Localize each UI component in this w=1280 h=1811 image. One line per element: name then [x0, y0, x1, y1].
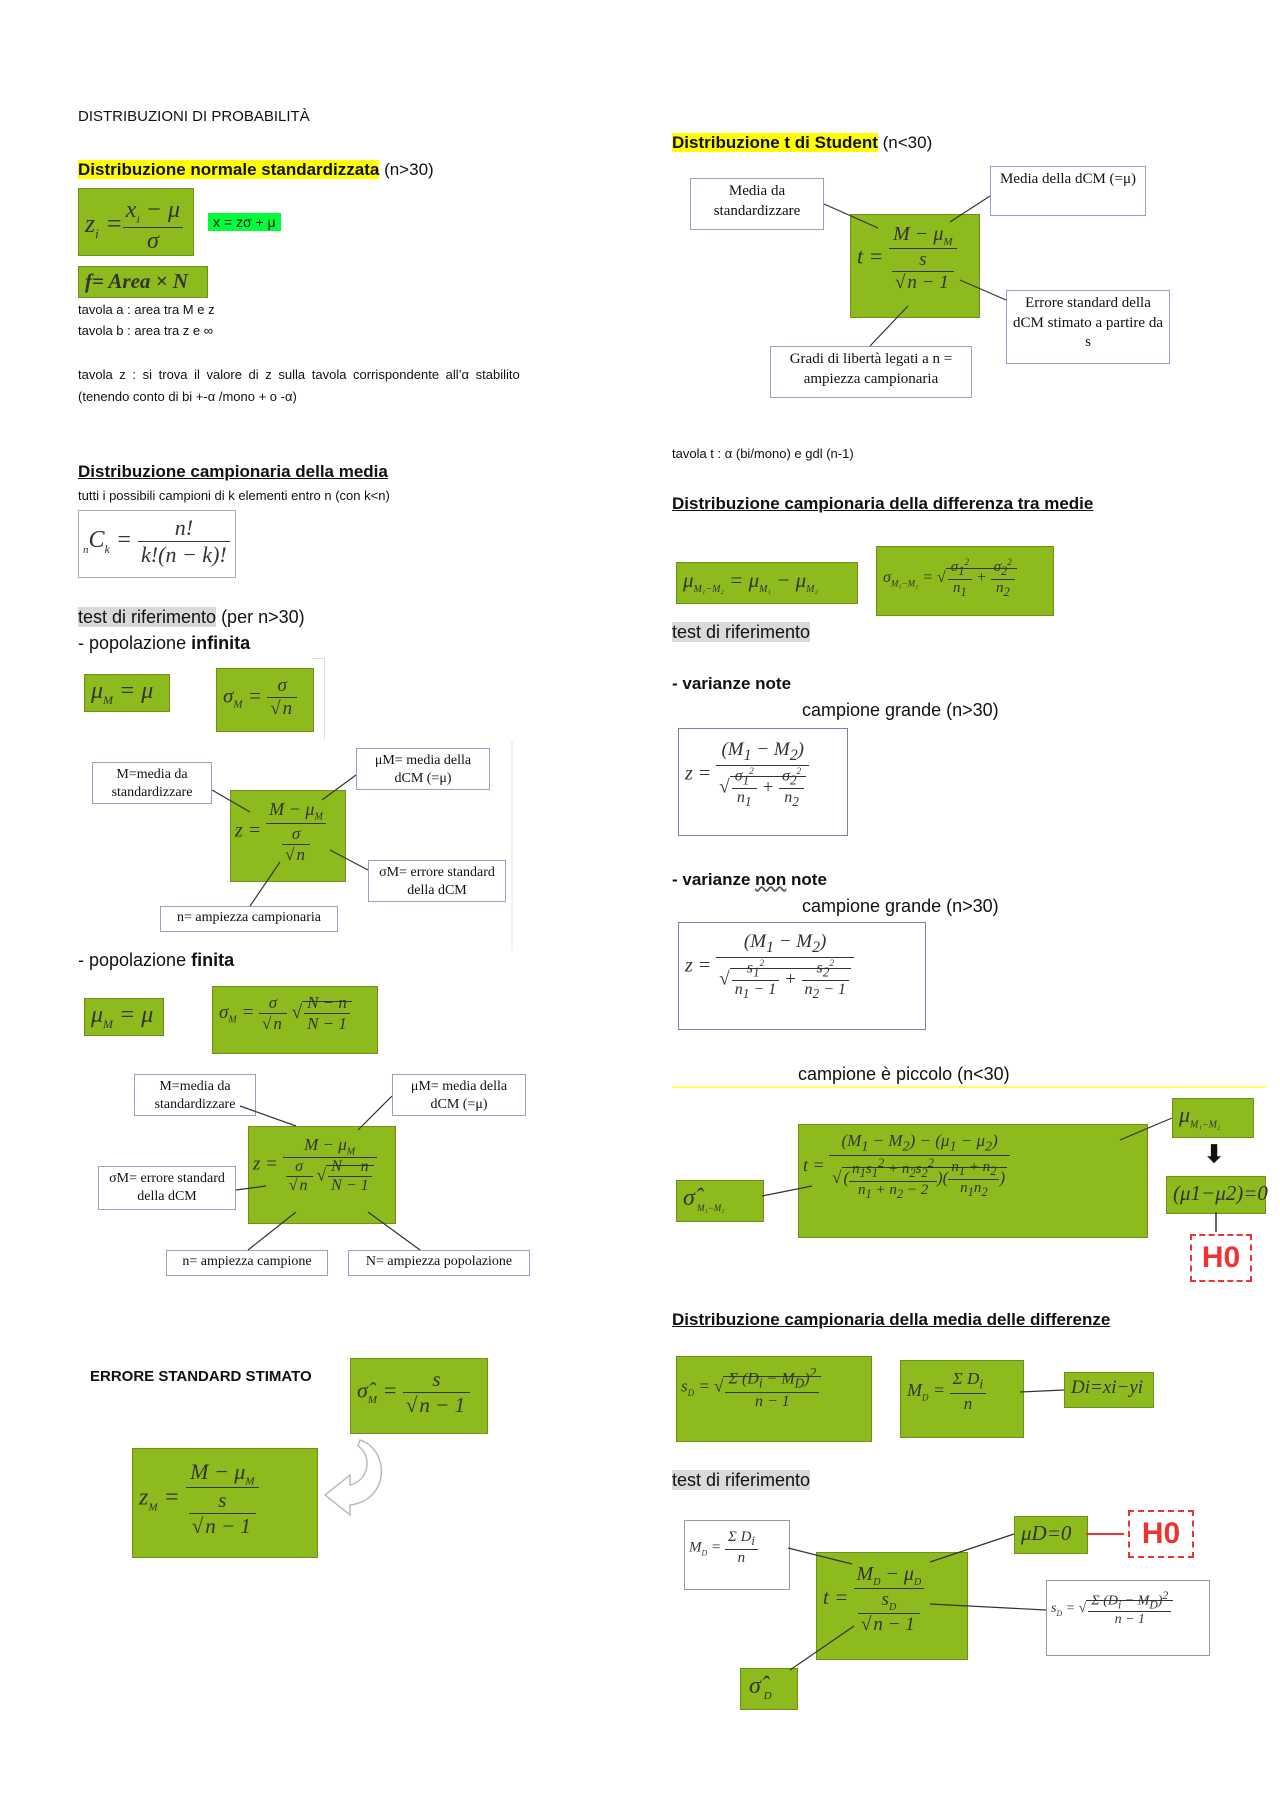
varianze-non-suffix: note	[786, 870, 827, 889]
diffmedie-test-heading	[672, 1470, 810, 1491]
varianze-note: - varianze note	[672, 674, 792, 693]
varianze-non-word: non	[755, 870, 787, 889]
diff-test-label: test di riferimento	[672, 622, 811, 642]
tavola-t: tavola t : α (bi/mono) e gdl (n-1)	[672, 446, 854, 461]
normal-cond: (n>30)	[379, 160, 434, 179]
sigma-hat-box: $\sigmâ_M$ = $\frac{s}{√n - 1}$	[350, 1358, 488, 1434]
z-test-finite-box: z = $M - \mu_M$ $\frac{\sigma}{√ n}$ √ $\frac{N - n}{N - 1}$	[248, 1126, 396, 1224]
m-d-box: $M_D$ = $\frac{\Sigma D_i}{n}$	[900, 1360, 1024, 1438]
media-test-heading	[78, 607, 305, 628]
di-formula: Di=xi−yi	[1071, 1377, 1144, 1398]
diffmedie-test-label: test di riferimento	[672, 1470, 811, 1490]
s-d-ref-formula: $s_D$ = √ $\frac{\Sigma (D_i - M_D)^2}{n - 1}$	[1046, 1580, 1210, 1656]
mu-d-zero-box	[1014, 1516, 1088, 1554]
di-formula-box	[1064, 1372, 1154, 1408]
divider	[312, 658, 325, 739]
f-formula-box	[78, 266, 208, 298]
s-d-box: $s_D$ = √ $\frac{\Sigma (D_i - M_D)^2}{n - 1}$	[676, 1356, 872, 1442]
mu-m1-m2-box: $\mu_{M_1-M_2}$	[1172, 1098, 1254, 1138]
diff-section-title: Distribuzione campionaria della differenza tra medie	[672, 494, 1094, 513]
pop-infinita-prefix: - popolazione	[78, 633, 192, 653]
label-media-da-standardizzare: Media da standardizzare	[690, 178, 824, 230]
sigma-diff-box: $\sigma_{M_1-M_2}$ = √ $\frac{\sigma_1^2}{n_1}$ + $\frac{\sigma_2^2}{n_2}$	[876, 546, 1054, 616]
label-sigma-errore: σM= errore standard della dCM	[368, 860, 506, 902]
label-media-standardizzare-2: M=media da standardizzare	[134, 1074, 256, 1116]
document-title: DISTRIBUZIONI DI PROBABILITÀ	[78, 108, 310, 125]
tavola-z-line2: (tenendo conto di bi +-α /mono + o -α)	[78, 389, 297, 404]
sigma-m-box: $\sigma_M$ = $\frac{\sigma}{√ n}$	[216, 668, 314, 732]
varianze-non-note-heading	[672, 870, 827, 890]
label-gradi-liberta: Gradi di libertà legati a n = ampiezza campionaria	[770, 346, 972, 398]
pop-finita-word: finita	[191, 950, 235, 970]
label-n-ampiezza-campione: n= ampiezza campione	[166, 1250, 328, 1276]
media-subtitle: tutti i possibili campioni di k elementi entro n (con k<n)	[78, 488, 390, 503]
pop-finita-prefix: - popolazione	[78, 950, 192, 970]
campione-grande-2: campione grande (n>30)	[802, 896, 999, 916]
m-d-ref-formula: $M_D$ = $\frac{\Sigma D_i}{n}$	[684, 1520, 790, 1590]
mu-d-zero: μD=0	[1021, 1521, 1072, 1545]
label-mu-dcm: μM= media della dCM (=μ)	[356, 748, 490, 790]
sigma-hat-diff-box: σ̂ $_{M_1-M_2}$	[676, 1180, 764, 1222]
tavola-z-line1: tavola z : si trova il valore di z sulla tavola corrispondente all’α stabilito	[78, 367, 520, 382]
label-media-standardizzare: M=media da standardizzare	[92, 762, 212, 804]
divider-line	[672, 1086, 1266, 1088]
h0-badge-2: H0	[1128, 1510, 1194, 1558]
media-section-title: Distribuzione campionaria della media	[78, 462, 388, 481]
label-mu-dcm-2: μM= media della dCM (=μ)	[392, 1074, 526, 1116]
errore-standard-title: ERRORE STANDARD STIMATO	[90, 1368, 312, 1385]
label-errore-standard-stimato: Errore standard della dCM stimato a partire da s	[1006, 290, 1170, 364]
sigma-hat-d-box: σ̂ $_D$	[740, 1668, 798, 1710]
mu-m-eq-mu-box: $\mu_M = \mu$	[84, 674, 170, 712]
campione-piccolo: campione è piccolo (n<30)	[798, 1064, 1010, 1084]
mu-zero-text: (μ1−μ2)=0	[1173, 1181, 1268, 1205]
z-test-box: z = $\frac{M - \mu_M}{\frac{\sigma}{√ n}}$	[230, 790, 346, 882]
z-formula-render: $z_i$ = $\frac{x_i - \mu}{\sigma}$	[85, 197, 183, 255]
pop-finita-heading	[78, 950, 234, 971]
student-title: Distribuzione t di Student	[672, 133, 878, 152]
campione-grande-1: campione grande (n>30)	[802, 700, 999, 720]
z-varianze-note-formula: z = $(M_1 - M_2)$ √ $\frac{\sigma_1^2}{n_1}$ + $\frac{\sigma_2^2}{n_2}$	[678, 728, 848, 836]
varianze-non-prefix: - varianze	[672, 870, 756, 889]
label-N-ampiezza-popolazione: N= ampiezza popolazione	[348, 1250, 530, 1276]
label-n-ampiezza: n= ampiezza campionaria	[160, 906, 338, 932]
student-cond: (n<30)	[877, 133, 933, 152]
combination-formula: $_nC_k$ = $\frac{n!}{k!(n - k)!}$	[78, 510, 236, 578]
arrow-down-icon: ⬇	[1204, 1141, 1225, 1168]
diff-test-heading	[672, 622, 810, 643]
tavola-a: tavola a : area tra M e z	[78, 302, 215, 317]
sigma-m-finite-box: $\sigma_M$ = $\frac{\sigma}{√ n}$ √ $\frac{N - n}{N - 1}$	[212, 986, 378, 1054]
z-varianze-non-note-formula: z = $(M_1 - M_2)$ √ $\frac{s_1^2}{n_1 - 1}$ + $\frac{s_2^2}{n_2 - 1}$	[678, 922, 926, 1030]
mu-m-eq-mu-finite-box: $\mu_M = \mu$	[84, 998, 164, 1036]
student-section-heading	[672, 133, 932, 153]
mu-diff-box: $\mu_{M_1-M_2} = \mu_{M_1} - \mu_{M_2}$	[676, 562, 858, 604]
t-small-sample-box: t = $(M_1 - M_2) - (\mu_1 - \mu_2)$ √ ( $\frac{n_1s_1^2 + n_2s_2^2}{n_1 + n_2 - 2}$ )( $\frac{n_1 + n_2}{n_1n_2}$ )	[798, 1124, 1148, 1238]
f-formula: f= Area × N	[85, 269, 189, 293]
label-media-dcm: Media della dCM (=μ)	[990, 166, 1146, 216]
normal-title: Distribuzione normale standardizzata	[78, 160, 380, 179]
mu-zero-box	[1166, 1176, 1266, 1214]
x-formula: x = zσ + μ	[208, 213, 281, 231]
t-student-box: t = $\frac{M - \mu_M}{\frac{s}{√ n - 1}}$	[850, 214, 980, 318]
pop-infinita-word: infinita	[191, 633, 251, 653]
media-test-cond: (per n>30)	[216, 607, 305, 627]
media-test-label: test di riferimento	[78, 607, 217, 627]
diffmedie-section-title: Distribuzione campionaria della media delle differenze	[672, 1310, 1111, 1329]
t-diffmedie-box: t = $\frac{M_D - \mu_D}{\frac{s_D}{√ n - 1}}$	[816, 1552, 968, 1660]
label-sigma-errore-2: σM= errore standard della dCM	[98, 1166, 236, 1210]
z-formula-box	[78, 188, 194, 256]
pop-infinita-heading	[78, 633, 250, 654]
normal-section-heading	[78, 160, 434, 180]
h0-badge-1: H0	[1190, 1234, 1252, 1282]
tavola-b: tavola b : area tra z e ∞	[78, 323, 214, 338]
z-m-estimated-box: $z_M$ = $\frac{M - \mu_M}{\frac{s}{√n - 1}}$	[132, 1448, 318, 1558]
